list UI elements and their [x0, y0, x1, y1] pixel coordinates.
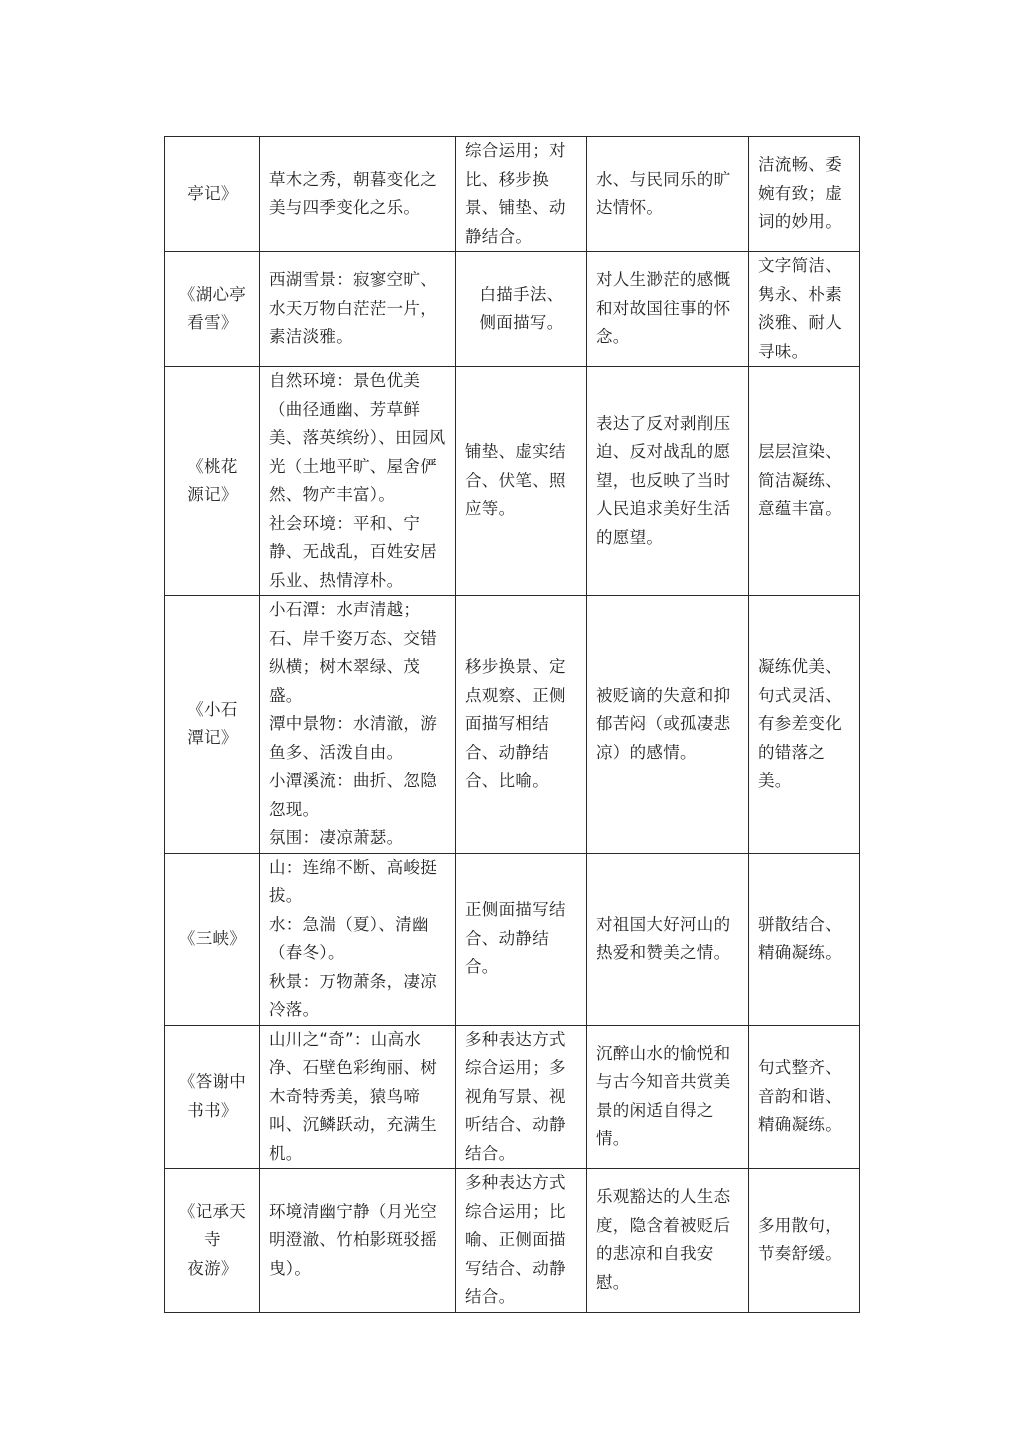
scenery-text: 潭中景物：水清澈，游鱼多、活泼自由。: [269, 714, 437, 762]
title-line: 书书》: [187, 1100, 238, 1120]
language-cell: [749, 252, 860, 367]
technique-text: 多种表达方式综合运用；比喻、正侧面描写结合、动静结合。: [465, 1173, 566, 1306]
emotion-text: 乐观豁达的人生态度，隐含着被贬后的悲凉和自我安慰。: [596, 1187, 731, 1292]
emotion-text: 对人生渺茫的感慨和对故国往事的怀念。: [596, 270, 731, 347]
technique-text: 侧面描写。: [479, 313, 564, 332]
technique-cell: [456, 596, 587, 854]
scenery-text: 小石潭：水声清越；石、岸千姿万态、交错纵横；树木翠绿、茂盛。: [269, 600, 437, 705]
emotion-text: 表达了反对剥削压迫、反对战乱的愿望，也反映了当时人民追求美好生活的愿望。: [596, 413, 731, 547]
scenery-text: 秋景：万物萧条，凄凉冷落。: [269, 971, 437, 1019]
title-line: 亭记》: [187, 183, 238, 203]
language-text: 洁流畅、委婉有致；虚词的妙用。: [758, 155, 842, 232]
scenery-cell: [260, 252, 456, 367]
scenery-text: 西湖雪景：寂寥空旷、水天万物白茫茫一片，素洁淡雅。: [269, 270, 437, 347]
title-cell: [165, 1169, 260, 1313]
emotion-text: 对祖国大好河山的热爱和赞美之情。: [596, 914, 731, 962]
title-cell: [165, 1025, 260, 1169]
scenery-text: 氛围：凄凉萧瑟。: [269, 828, 404, 847]
title-line: 源记》: [187, 485, 238, 504]
scenery-text: 环境清幽宁静（月光空明澄澈、竹柏影斑驳摇曳）。: [269, 1201, 437, 1278]
language-cell: [749, 596, 860, 854]
scenery-text: 山川之“奇”：山高水净、石壁色彩绚丽、树木奇特秀美，猿鸟啼叫、沉鳞跃动，充满生机。: [269, 1029, 437, 1163]
emotion-cell: [587, 137, 749, 252]
language-cell: [749, 1169, 860, 1313]
title-line: 潭记》: [187, 728, 238, 748]
language-text: 句式整齐、音韵和谐、精确凝练。: [758, 1058, 842, 1134]
language-text: 凝练优美、句式灵活、有参差变化的错落之美。: [758, 657, 842, 790]
scenery-text: 草木之秀，朝暮变化之美与四季变化之乐。: [269, 169, 437, 217]
technique-cell: [456, 367, 587, 596]
language-text: 层层渲染、简洁凝练、意蕴丰富。: [758, 442, 842, 519]
table-row: [165, 596, 860, 854]
language-cell: [749, 367, 860, 596]
title-cell: [165, 596, 260, 854]
scenery-text: 小潭溪流：曲折、忽隐忽现。: [269, 771, 437, 819]
emotion-text: 水、与民同乐的旷达情怀。: [596, 169, 731, 217]
technique-text: 正侧面描写结合、动静结合。: [465, 900, 566, 977]
language-text: 多用散句，节奏舒缓。: [758, 1215, 842, 1264]
table-row: [165, 1025, 860, 1169]
title-line: 《三峡》: [178, 928, 247, 948]
emotion-cell: [587, 367, 749, 596]
technique-text: 白描手法、: [479, 284, 564, 304]
emotion-cell: [587, 1169, 749, 1313]
table-row: [165, 252, 860, 367]
scenery-cell: [260, 1025, 456, 1169]
title-cell: [165, 137, 260, 252]
technique-cell: [456, 137, 587, 252]
table-row: [165, 853, 860, 1025]
language-cell: [749, 137, 860, 252]
scenery-cell: [260, 1169, 456, 1313]
technique-cell: [456, 1169, 587, 1313]
title-line: 夜游》: [187, 1258, 238, 1278]
scenery-cell: [260, 137, 456, 252]
language-text: 文字简洁、隽永、朴素淡雅、耐人寻味。: [758, 256, 842, 361]
title-line: 《小石: [187, 699, 238, 719]
language-cell: [749, 853, 860, 1025]
table-row: [165, 137, 860, 252]
scenery-cell: [260, 853, 456, 1025]
technique-text: 铺垫、虚实结合、伏笔、照应等。: [465, 442, 566, 519]
scenery-text: 社会环境：平和、宁静、无战乱，百姓安居乐业、热情淳朴。: [269, 513, 437, 590]
scenery-cell: [260, 367, 456, 596]
scenery-text: 水：急湍（夏）、清幽（春冬）。: [269, 914, 429, 962]
technique-cell: [456, 853, 587, 1025]
title-cell: [165, 367, 260, 596]
technique-text: 综合运用；对比、移步换景、铺垫、动静结合。: [465, 141, 566, 246]
technique-text: 多种表达方式综合运用；多视角写景、视听结合、动静结合。: [465, 1029, 566, 1163]
emotion-cell: [587, 596, 749, 854]
title-cell: [165, 252, 260, 367]
title-line: 《记承天: [178, 1201, 247, 1221]
title-line: 寺: [204, 1230, 221, 1249]
title-line: 《答谢中: [178, 1072, 247, 1092]
title-line: 《湖心亭: [178, 284, 247, 304]
comparison-table: [164, 136, 860, 1313]
language-text: 骈散结合、精确凝练。: [758, 914, 842, 962]
table-row: [165, 1169, 860, 1313]
title-cell: [165, 853, 260, 1025]
scenery-text: 自然环境：景色优美（曲径通幽、芳草鲜美、落英缤纷）、田园风光（土地平旷、屋舍俨然、物产丰富）。: [269, 371, 446, 504]
language-cell: [749, 1025, 860, 1169]
emotion-text: 被贬谪的失意和抑郁苦闷（或孤凄悲凉）的感情。: [596, 685, 731, 762]
technique-cell: [456, 1025, 587, 1169]
emotion-cell: [587, 252, 749, 367]
scenery-text: 山：连绵不断、高峻挺拔。: [269, 857, 437, 905]
emotion-cell: [587, 1025, 749, 1169]
technique-cell: [456, 252, 587, 367]
scenery-cell: [260, 596, 456, 854]
emotion-cell: [587, 853, 749, 1025]
title-line: 看雪》: [187, 313, 238, 332]
technique-text: 移步换景、定点观察、正侧面描写相结合、动静结合、比喻。: [465, 657, 566, 790]
table-row: [165, 367, 860, 596]
emotion-text: 沉醉山水的愉悦和与古今知音共赏美景的闲适自得之情。: [596, 1043, 731, 1149]
title-line: 《桃花: [187, 456, 238, 476]
